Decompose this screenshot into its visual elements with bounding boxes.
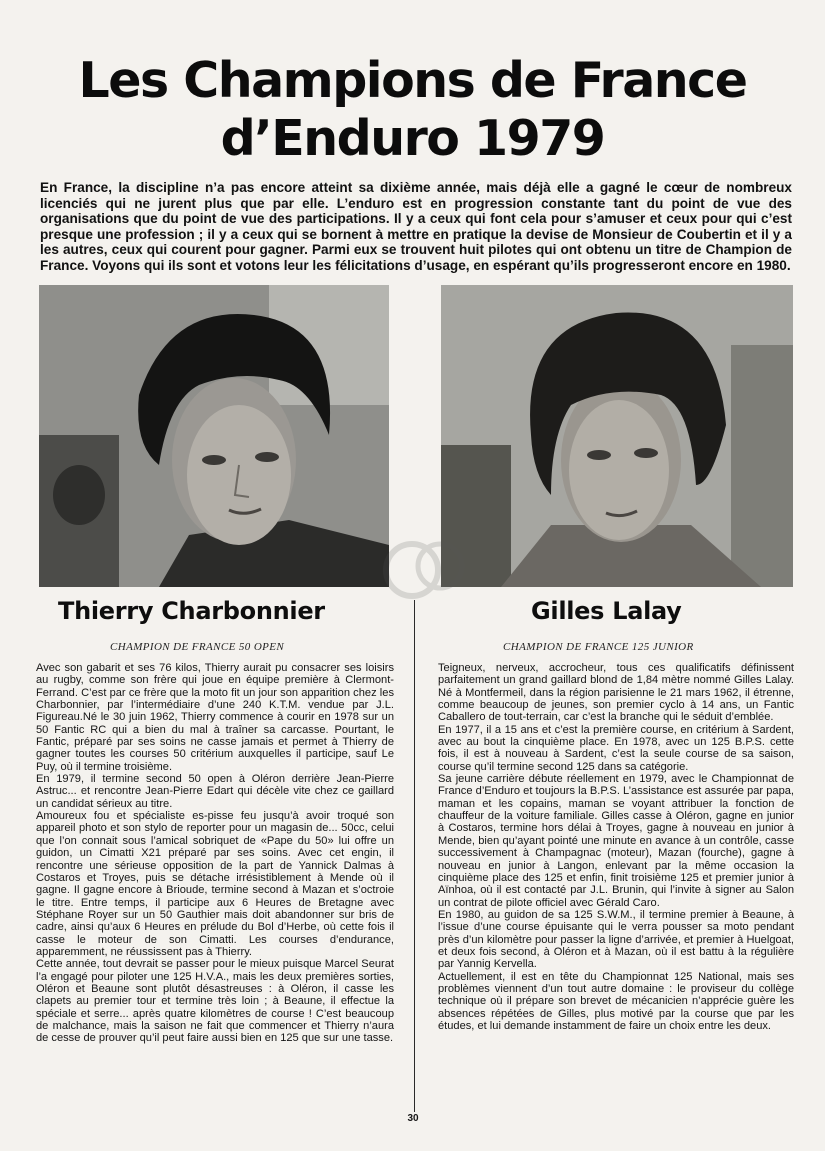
paragraph: Sa jeune carrière débute réellement en 1979, avec le Championnat de France d’Enduro et toujours la B.P.S. L’assistance est assurée par papa, maman et les copains, maman se voyant attribuer la fonction de chauffeur de la voiture familiale. Gilles casse à Oléron, gagne en junior à Costaros, termine hors délai à Troyes, gagne à nouveau en junior à Mende, bien qu’ayant pointé une minute en avance à un contrôle, casse successivement à Champagnac (moteur), Mazan (fourche), gagne à nouveau en junior à Langon, enlevant par la même occasion la cinquième place des 125 et enfin, finit troisième 125 et premier junior à Aïnhoa, où il est contacté par J.L. Brunin, qui l’invite à signer au Salon un contrat de pilote officiel avec Gérald Caro. [438, 773, 794, 909]
rider-name-right: Gilles Lalay [531, 597, 682, 625]
page-number: 30 [407, 1113, 419, 1124]
page-headline [40, 52, 785, 168]
photo-gilles-lalay [441, 285, 793, 587]
rider-title-left: CHAMPION DE FRANCE 50 OPEN [110, 641, 285, 653]
portrait-illustration [39, 285, 389, 587]
column-divider [414, 600, 415, 1112]
paragraph: Amoureux fou et spécialiste es-pisse feu jusqu’à avoir troqué son appareil photo et son stylo de reporter pour un magasin de... 50cc, celui que l’on connait sous l’amical sobriquet de «Pape du 50» lui offre un guidon, un Cimatti X21 préparé par ses soins. Avec cet engin, il rencontre une sérieuse opposition de la part de Yannick Dalmas à Costaros et Troyes, puis se détache irrésistiblement à Mende où il gagne. Il gagne encore à Brioude, termine second à Mazan et s’octroie le titre. Entre temps, il participe aux 6 Heures de Bretagne avec Stéphane Royer sur un 50 Gauthier mais doit abandonner sur bris de cadre, ainsi qu’aux 6 Heures en prélude du Bol d’Herbe, où cette fois il casse le moteur de son Cimatti. Les courses d’endurance, apparemment, ne réussissent pas à Thierry. [36, 810, 394, 958]
intro-paragraph: En France, la discipline n’a pas encore atteint sa dixième année, mais déjà elle a gagné le cœur de nombreux licenciés qui ne jurent plus que par elle. L’enduro est en progression constante tant du point de vue des organisations que du point de vue des participations. Il y a ceux qui font cela pour s’amuser et ceux pour qui c’est presque une profession ; il y a ceux qui se bornent à mettre en pratique la devise de Monsieur de Coubertin et il y a les autres, ceux qui courent pour gagner. Parmi eux se trouvent huit pilotes qui ont obtenu un titre de Champion de France. Voyons qui ils sont et votons leur les félicitations d’usage, en espérant qu’ils progresseront encore en 1980. [40, 180, 792, 273]
article-column-left [36, 662, 394, 1045]
paragraph: En 1980, au guidon de sa 125 S.W.M., il termine premier à Beaune, à l’issue d’une course épuisante qui le verra pousser sa moto pendant près d’un kilomètre pour passer la ligne d’arrivée, et premier à Huelgoat, et deux fois second, à Oléron et à Mazan, où il est battu à la régulière par Yannig Kervella. [438, 908, 794, 971]
rider-title-right: CHAMPION DE FRANCE 125 JUNIOR [503, 641, 694, 653]
portrait-illustration [441, 285, 793, 587]
article-column-right [438, 662, 794, 1032]
rider-name-left: Thierry Charbonnier [58, 597, 325, 625]
photo-thierry-charbonnier [39, 285, 389, 587]
watermark-logo [382, 532, 468, 606]
paragraph: En 1977, il a 15 ans et c’est la première course, en critérium à Sardent, avec au bout la cinquième place. En 1978, avec un 125 B.P.S. cette fois, il est à nouveau à Sardent, c’est la seule course de sa saison, course qu’il termine second 125 dans sa catégorie. [438, 723, 794, 773]
paragraph: En 1979, il termine second 50 open à Oléron derrière Jean-Pierre Astruc... et rencontre Jean-Pierre Edart qui décèle vite chez ce gaillard un candidat sérieux au titre. [36, 773, 394, 810]
paragraph: Teigneux, nerveux, accrocheur, tous ces qualificatifs définissent parfaitement un grand gaillard blond de 1,84 mètre nommé Gilles Lalay. Né à Montfermeil, dans la région parisienne le 21 mars 1962, il étrenne, comme beaucoup de jeunes, son premier cyclo à 14 ans, un Fantic Caballero de tout-terrain, car c’est la branche qui le séduit d’emblée. [438, 662, 794, 724]
paragraph: Cette année, tout devrait se passer pour le mieux puisque Marcel Seurat l’a engagé pour piloter une 125 H.V.A., mais les deux premières sorties, Oléron et Beaune sont plutôt désastreuses : à Oléron, il casse les clapets au premier tour et termine très loin ; à Beaune, il effectue la spéciale et serre... après quatre kilomètres de course ! C’est beaucoup de malchance, mais la saison ne fait que commencer et Thierry n’aura de cesse de prouver qu’il peut faire aussi bien en 125 que sur une tasse. [36, 958, 394, 1045]
headline-line-2: d’Enduro 1979 [220, 110, 605, 167]
headline-line-1: Les Champions de France [78, 52, 747, 109]
paragraph: Actuellement, il est en tête du Championnat 125 National, mais ses problèmes viennent d’un tout autre domaine : le proviseur du collège technique où il prépare son brevet de mécanicien n’apprécie guère les absences répétées de Gilles, plus motivé par la course que par les études, et lui demande instamment de faire un choix entre les deux. [438, 970, 794, 1032]
paragraph: Avec son gabarit et ses 76 kilos, Thierry aurait pu consacrer ses loisirs au rugby, comme son frère qui joue en équipe première à Clermont-Ferrand. C’est par ce frère que la moto fit un jour son apparition chez les Charbonnier, par l’intermédiaire d’une 240 K.T.M. vendue par J.L. Figureau.Né le 30 juin 1962, Thierry commence à courir en 1978 sur un 50 Fantic RC qui a bien du mal à traîner sa carcasse. Pourtant, le Fantic, préparé par ses soins ne casse jamais et permet à Thierry de gagner toutes les courses 50 critérium auxquelles il participe, sauf Le Puy, où il termine troisième. [36, 662, 394, 773]
